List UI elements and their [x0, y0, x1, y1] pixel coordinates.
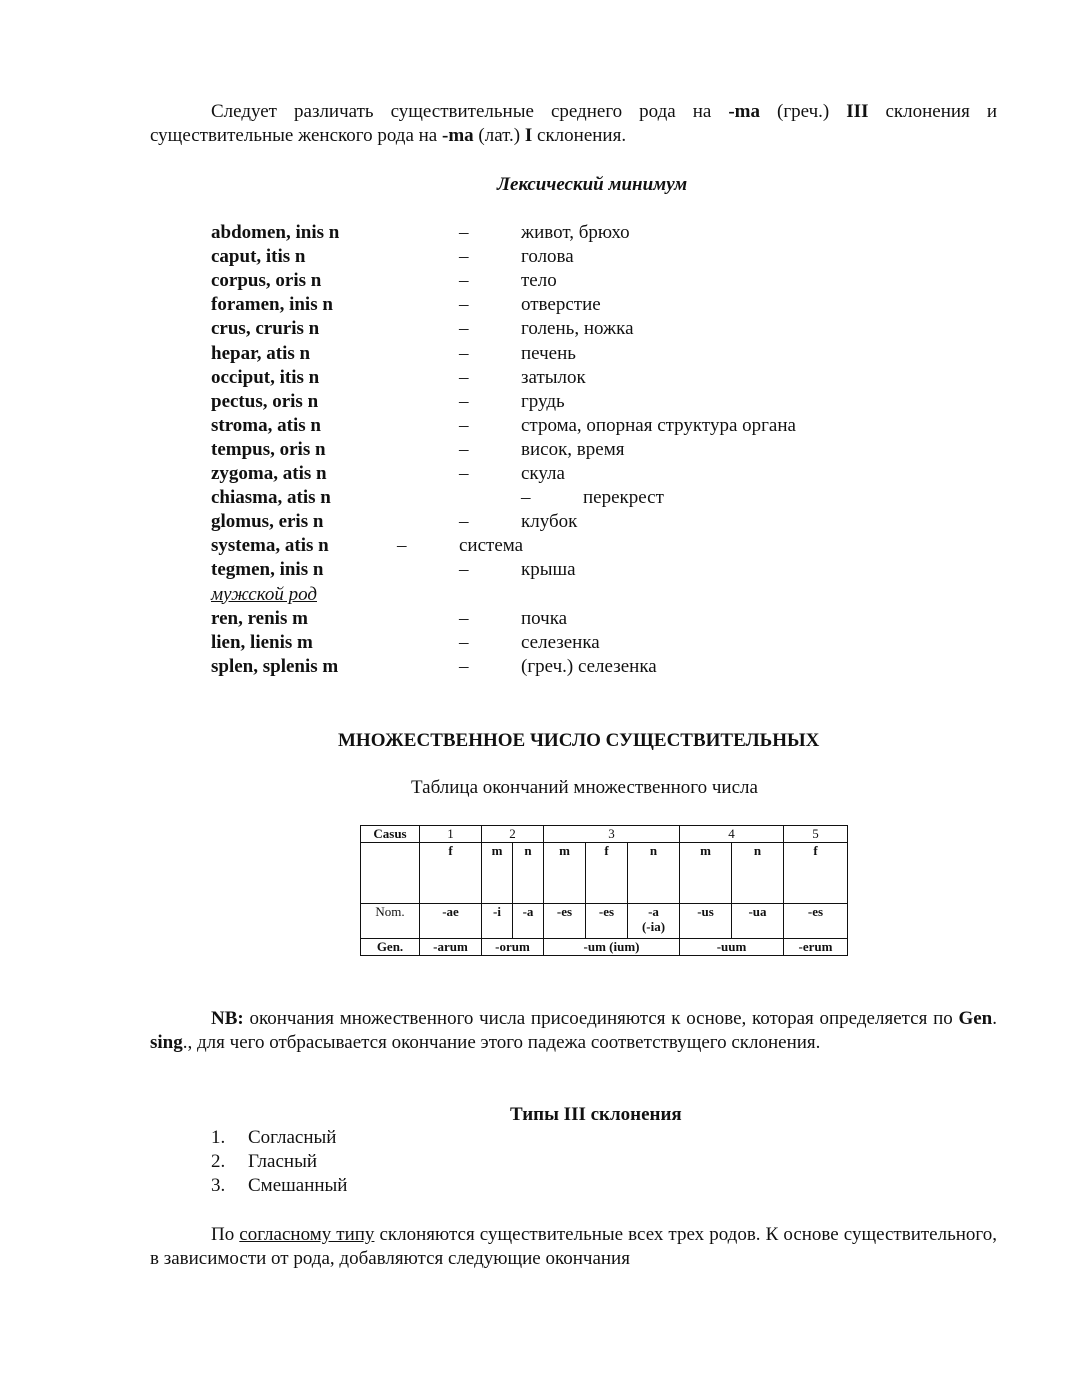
casus-header: Casus — [361, 826, 420, 843]
russian-meaning: висок, время — [521, 438, 625, 460]
gen-label: Gen. — [361, 939, 420, 956]
dash: – — [459, 366, 469, 388]
final-text: По — [211, 1224, 240, 1245]
russian-meaning: крыша — [521, 559, 576, 581]
list-label: Согласный — [248, 1127, 337, 1148]
russian-meaning: скула — [521, 463, 565, 484]
dash: – — [459, 294, 469, 316]
gender-cell: f — [586, 843, 628, 904]
dash: – — [459, 463, 469, 484]
latin-word: systema, atis n — [211, 535, 329, 557]
nom-ending — [628, 904, 680, 939]
dash: – — [397, 535, 407, 557]
gender-cell: m — [482, 843, 513, 904]
intro-text: (греч.) — [760, 101, 847, 122]
latin-word: zygoma — [211, 463, 274, 484]
russian-meaning: строма, опорная структура органа — [521, 414, 796, 436]
latin-word: tegmen, inis n — [211, 559, 324, 581]
vocab-row — [0, 245, 1071, 269]
declension-header: 3 — [544, 826, 680, 843]
declension-iii: III — [846, 101, 869, 122]
latin-term — [211, 438, 326, 462]
vocab-row — [0, 486, 1071, 510]
vocab-row — [0, 462, 1071, 486]
latin-term — [211, 534, 329, 558]
gen-ending: -um (ium) — [544, 939, 680, 956]
vocab-row — [0, 558, 1071, 582]
list-item — [211, 1126, 347, 1150]
gender-cell: f — [784, 843, 848, 904]
latin-word: ren — [211, 607, 239, 629]
vocab-row — [0, 293, 1071, 317]
latin-term — [211, 390, 318, 414]
latin-forms: , inis n — [285, 222, 340, 243]
dash: – — [459, 342, 469, 364]
nb-paragraph — [150, 1007, 997, 1055]
vocab-row — [0, 655, 1071, 679]
vocab-row — [0, 534, 1071, 558]
dash: – — [459, 414, 469, 436]
russian-meaning: затылок — [521, 366, 586, 388]
gender-cell: f — [420, 843, 482, 904]
latin-word: crus, cruris n — [211, 318, 320, 340]
vocab-section-label — [0, 583, 1071, 607]
latin-word: corpus, oris n — [211, 270, 322, 292]
latin-term — [211, 486, 331, 510]
latin-word: lien, lienis m — [211, 631, 313, 653]
latin-term — [211, 366, 319, 390]
nb-text: . — [992, 1008, 997, 1029]
dash: – — [459, 318, 469, 340]
nom-ending-ia: (-ia) — [641, 919, 666, 934]
latin-word: occiput, itis n — [211, 366, 320, 388]
dash: – — [459, 270, 469, 292]
latin-forms: , atis n — [267, 414, 321, 436]
latin-forms: , atis n — [273, 463, 327, 484]
gen-ending: -orum — [482, 939, 544, 956]
latin-forms: , atis n — [277, 487, 331, 509]
list-label: Смешанный — [248, 1175, 348, 1196]
gen-ending: -erum — [784, 939, 848, 956]
vocab-row — [0, 221, 1071, 245]
ending-ma-latin: -ma — [442, 125, 474, 146]
vocab-row — [0, 510, 1071, 534]
list-item — [211, 1174, 347, 1198]
dash: – — [459, 631, 469, 653]
nom-ending: -a — [513, 904, 544, 939]
gen-ending: -uum — [680, 939, 784, 956]
latin-term — [211, 245, 306, 269]
nom-ending: -es — [784, 904, 848, 939]
declension-header: 5 — [784, 826, 848, 843]
ending-ma-greek: -ma — [728, 101, 761, 122]
dash: – — [459, 655, 469, 677]
latin-term — [211, 293, 333, 317]
latin-term — [211, 414, 321, 438]
nb-text: ., для чего отбрасывается окончание этого падежа соответствущего склонения. — [182, 1032, 821, 1053]
intro-text: склонения и существительные женского рода на — [150, 101, 997, 146]
vocab-row — [0, 317, 1071, 341]
list-number: 3. — [211, 1175, 226, 1196]
latin-term — [211, 317, 319, 341]
latin-word: splen, splenis m — [211, 655, 339, 677]
types-list — [211, 1126, 347, 1198]
vocab-row — [0, 342, 1071, 366]
latin-term — [211, 342, 310, 366]
list-label: Гласный — [248, 1151, 318, 1172]
russian-meaning: перекрест — [583, 487, 664, 509]
russian-meaning: система — [459, 535, 524, 557]
gender-cell: n — [628, 843, 680, 904]
gender-cell: m — [544, 843, 586, 904]
consonant-type-term: согласному типу — [239, 1224, 375, 1245]
dash: – — [459, 246, 469, 268]
russian-meaning: почка — [521, 607, 568, 629]
russian-meaning: живот, брюхо — [521, 222, 630, 243]
latin-word: tempus, oris n — [211, 438, 326, 460]
intro-paragraph — [150, 100, 997, 148]
latin-term — [211, 631, 313, 655]
gen-ending: -arum — [420, 939, 482, 956]
latin-term — [211, 221, 339, 245]
latin-word: glomus, eris n — [211, 511, 324, 533]
gender-cell: m — [680, 843, 732, 904]
russian-meaning: голень, ножка — [521, 318, 634, 340]
russian-meaning: селезенка — [521, 631, 600, 653]
latin-forms: , renis m — [238, 607, 308, 629]
gender-cell: n — [513, 843, 544, 904]
list-item — [211, 1150, 347, 1174]
vocab-row — [0, 366, 1071, 390]
final-paragraph — [150, 1223, 997, 1271]
plural-heading: МНОЖЕСТВЕННОЕ ЧИСЛО СУЩЕСТВИТЕЛЬНЫХ — [338, 730, 820, 751]
latin-word: stroma — [211, 414, 268, 436]
nom-label: Nom. — [361, 904, 420, 939]
latin-word: foramen, inis n — [211, 294, 333, 316]
russian-meaning: голова — [521, 246, 574, 268]
declension-header: 2 — [482, 826, 544, 843]
list-number: 1. — [211, 1127, 226, 1148]
section-label: мужской род — [211, 583, 317, 605]
nb-gen: Gen — [958, 1008, 993, 1029]
dash: – — [459, 390, 469, 412]
latin-term — [211, 607, 308, 631]
latin-term — [211, 510, 323, 534]
nom-ending: -es — [586, 904, 628, 939]
intro-text: Следует различать существительные среднего рода на — [211, 101, 729, 122]
endings-table — [360, 825, 848, 956]
declension-header: 4 — [680, 826, 784, 843]
russian-meaning: грудь — [521, 390, 565, 412]
dash: – — [459, 438, 469, 460]
nom-ending: -us — [680, 904, 732, 939]
nb-label: NB: — [211, 1008, 244, 1029]
vocab-row — [0, 607, 1071, 631]
dash: – — [459, 222, 469, 243]
latin-word: abdomen — [211, 222, 286, 243]
nb-text: окончания множественного числа присоединяются к основе, которая определяется по — [243, 1008, 959, 1029]
latin-term — [211, 558, 323, 582]
russian-meaning: отверстие — [521, 294, 601, 316]
intro-text: (лат.) — [473, 125, 525, 146]
vocab-row — [0, 414, 1071, 438]
table-caption: Таблица окончаний множественного числа — [411, 777, 758, 798]
latin-term — [211, 269, 321, 293]
latin-term — [211, 655, 338, 679]
vocab-row — [0, 438, 1071, 462]
dash: – — [521, 487, 531, 509]
intro-text: склонения. — [532, 125, 627, 146]
gender-cell: n — [732, 843, 784, 904]
nom-ending-a: -a — [648, 904, 659, 919]
latin-word: chiasma — [211, 487, 278, 509]
dash: – — [459, 559, 469, 581]
nom-ending: -i — [482, 904, 513, 939]
nom-ending: -ae — [420, 904, 482, 939]
latin-word: hepar, atis n — [211, 342, 311, 364]
types-heading: Типы III склонения — [510, 1104, 682, 1125]
russian-meaning: тело — [521, 270, 557, 292]
russian-meaning: (греч.) селезенка — [521, 655, 657, 677]
vocab-row — [0, 631, 1071, 655]
latin-word: caput, itis n — [211, 246, 306, 268]
declension-i: I — [524, 125, 533, 146]
latin-word: pectus, oris n — [211, 390, 319, 412]
russian-meaning: клубок — [521, 511, 578, 533]
declension-header: 1 — [420, 826, 482, 843]
russian-meaning: печень — [521, 342, 576, 364]
nom-ending: -es — [544, 904, 586, 939]
dash: – — [459, 511, 469, 533]
final-text: склоняются существительные всех трех родов. К основе существительного, в зависимости от рода, добавляются следующие окончания — [150, 1224, 997, 1269]
list-number: 2. — [211, 1151, 226, 1172]
nom-ending: -ua — [732, 904, 784, 939]
dash: – — [459, 607, 469, 629]
vocab-row — [0, 269, 1071, 293]
nb-sing: sing — [150, 1032, 183, 1053]
lexicon-heading: Лексический минимум — [497, 174, 688, 195]
vocab-row — [0, 390, 1071, 414]
empty-cell — [361, 843, 420, 904]
latin-term — [211, 462, 327, 486]
